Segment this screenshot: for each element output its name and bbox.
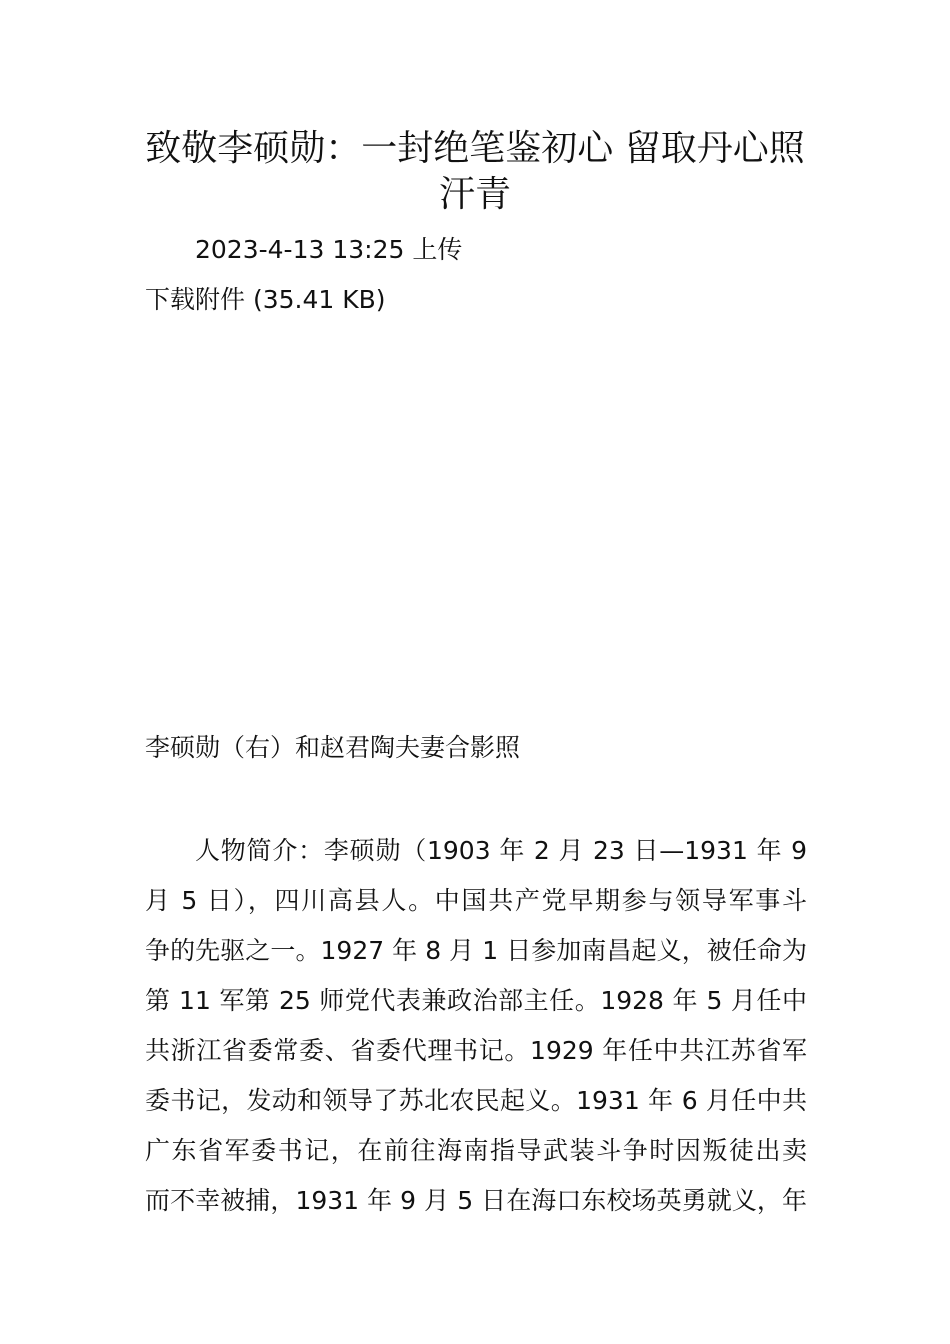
upload-timestamp: 2023-4-13 13:25 上传 [195, 235, 463, 264]
bio-line: 委书记，发动和领导了苏北农民起义。1931 年 6 月任中共 [145, 1086, 807, 1115]
bio-line: 而不幸被捕，1931 年 9 月 5 日在海口东校场英勇就义，年 [145, 1186, 807, 1215]
biography-paragraph [145, 826, 807, 1226]
bio-line: 第 11 军第 25 师党代表兼政治部主任。1928 年 5 月任中 [145, 986, 807, 1015]
article-title: 致敬李硕勋：一封绝笔鉴初心 留取丹心照汗青 [145, 128, 805, 215]
bio-line: 月 5 日），四川高县人。中国共产党早期参与领导军事斗 [145, 886, 807, 915]
download-attachment [145, 284, 386, 316]
bio-line: 广东省军委书记，在前往海南指导武装斗争时因叛徒出卖 [145, 1136, 807, 1165]
bio-line: 共浙江省委常委、省委代理书记。1929 年任中共江苏省军 [145, 1036, 807, 1065]
photo-caption: 李硕勋（右）和赵君陶夫妻合影照 [145, 733, 521, 762]
bio-line: 争的先驱之一。1927 年 8 月 1 日参加南昌起义，被任命为 [145, 936, 807, 965]
photo-placeholder [145, 330, 805, 720]
download-attachment-link[interactable]: 下载附件 (35.41 KB) [145, 285, 386, 314]
bio-line: 人物简介：李硕勋（1903 年 2 月 23 日—1931 年 9 [195, 836, 807, 865]
